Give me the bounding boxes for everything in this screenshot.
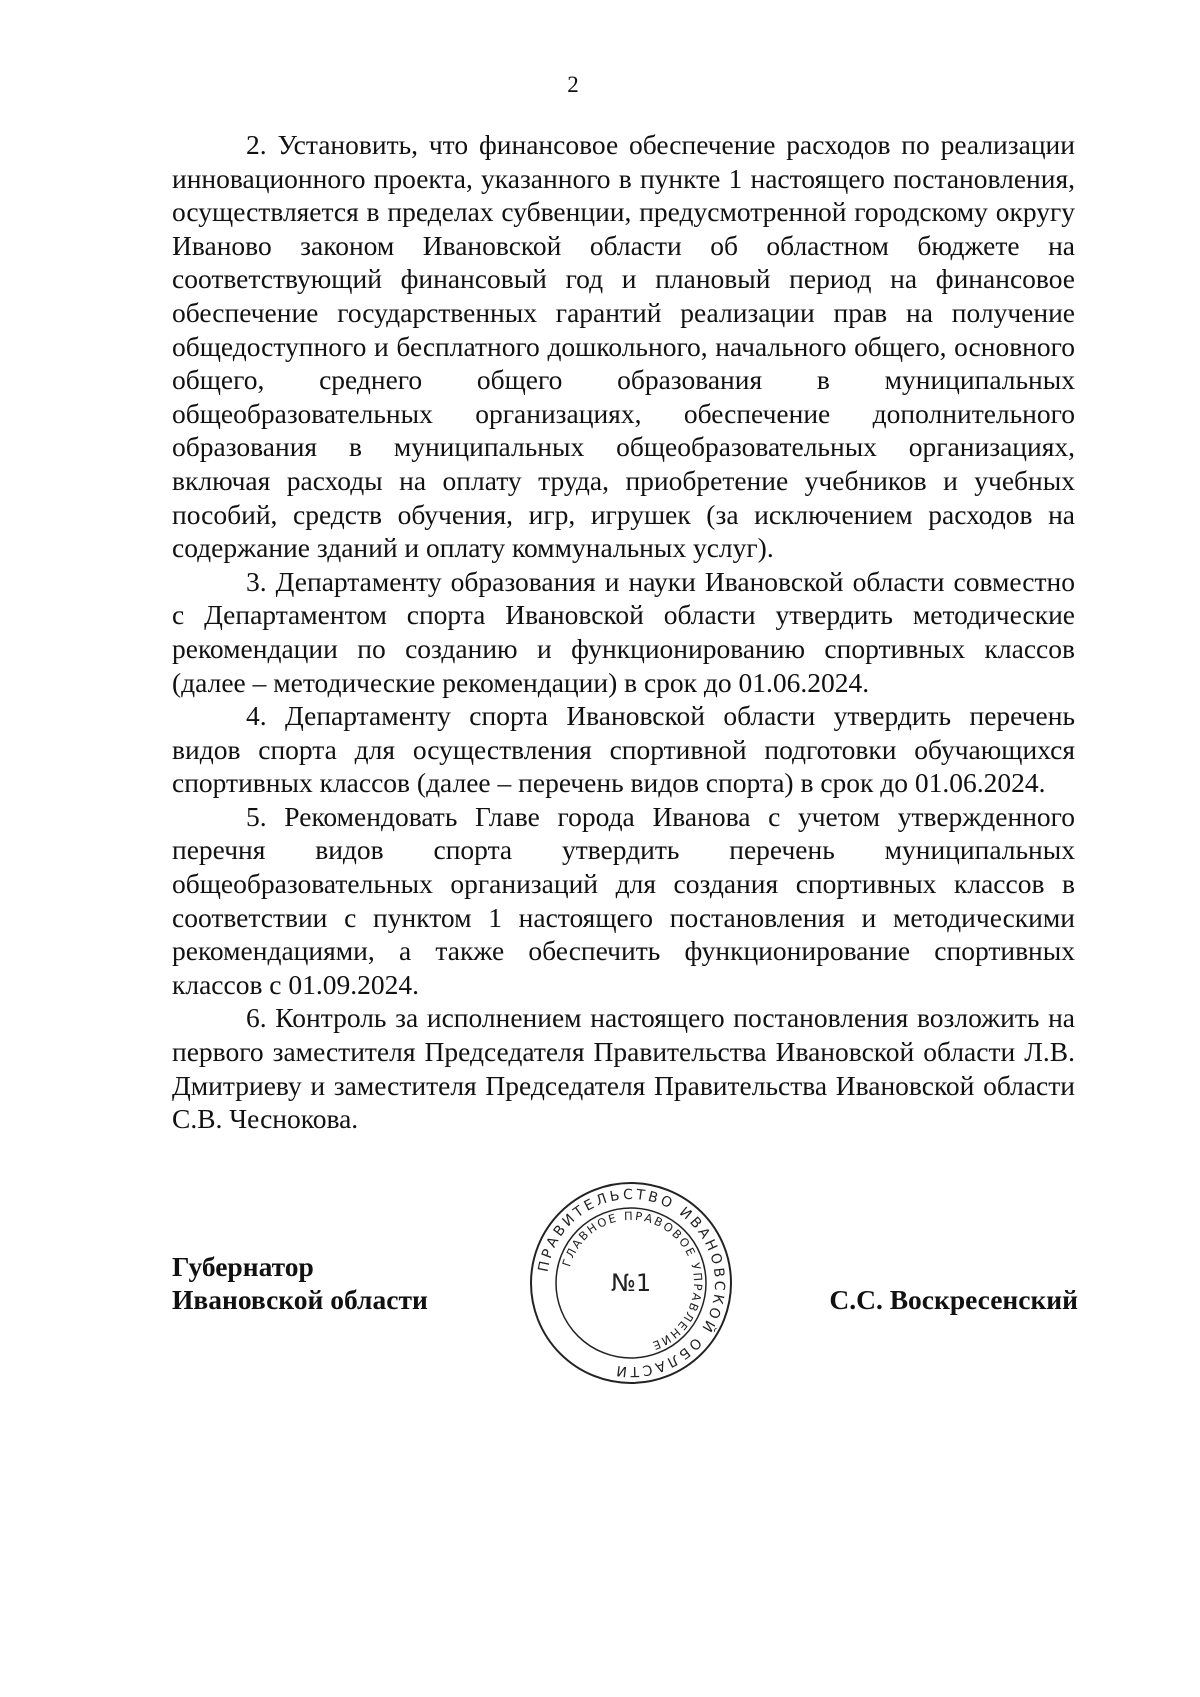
signatory-position-line2: Ивановской области xyxy=(172,1284,428,1315)
paragraph-4: 4. Департаменту спорта Ивановской области утвердить перечень видов спорта для осуществления спортивной подготовки обучающихся спортивных классов (далее – перечень видов спорта) в срок до 01.06.2024. xyxy=(172,700,1075,799)
page-number: 2 xyxy=(567,72,579,97)
stamp-outer-text: ПРАВИТЕЛЬСТВО ИВАНОВСКОЙ ОБЛАСТИ xyxy=(535,1186,728,1380)
document-body xyxy=(172,128,1075,1136)
signatory-position xyxy=(172,1250,428,1316)
paragraph-2: 2. Установить, что финансовое обеспечение расходов по реализации инновационного проекта, указанного в пункте 1 настоящего постановления, осуществляется в пределах субвенции, предусмотренной городскому округу Иваново законом Ивановской области об областном бюджете на соответствующий финансовый год и плановый период на финансовое обеспечение государственных гарантий реализации прав на получение общедоступного и бесплатного дошкольного, начального общего, основного общего, среднего общего образования в муниципальных общеобразовательных организациях, обеспечение дополнительного образования в муниципальных общеобразовательных организациях, включая расходы на оплату труда, приобретение учебников и учебных пособий, средств обучения, игр, игрушек (за исключением расходов на содержание зданий и оплату коммунальных услуг). xyxy=(172,129,1075,564)
paragraph-3: 3. Департаменту образования и науки Ивановской области совместно с Департаментом спорта Ивановской области утвердить методические рекомендации по созданию и функционированию спортивных классов (далее – методические рекомендации) в срок до 01.06.2024. xyxy=(172,565,1075,698)
stamp-center-number: №1 xyxy=(610,1269,652,1297)
stamp-inner-text: ГЛАВНОЕ ПРАВОВОЕ УПРАВЛЕНИЕ xyxy=(559,1208,706,1354)
paragraph-5: 5. Рекомендовать Главе города Иванова с учетом утвержденного перечня видов спорта утвердить перечень муниципальных общеобразовательных организаций для создания спортивных классов в соответствии с пунктом 1 настоящего постановления и методическими рекомендациями, а также обеспечить функционирование спортивных классов с 01.09.2024. xyxy=(172,800,1075,1000)
official-stamp xyxy=(526,1178,736,1388)
signatory-name: С.С. Воскресенский xyxy=(829,1284,1078,1315)
signatory-position-line1: Губернатор xyxy=(172,1251,314,1282)
paragraph-6: 6. Контроль за исполнением настоящего постановления возложить на первого заместителя Председателя Правительства Ивановской области Л.В. Дмитриеву и заместителя Председателя Правительства Ивановской области С.В. Чеснокова. xyxy=(172,1002,1075,1135)
